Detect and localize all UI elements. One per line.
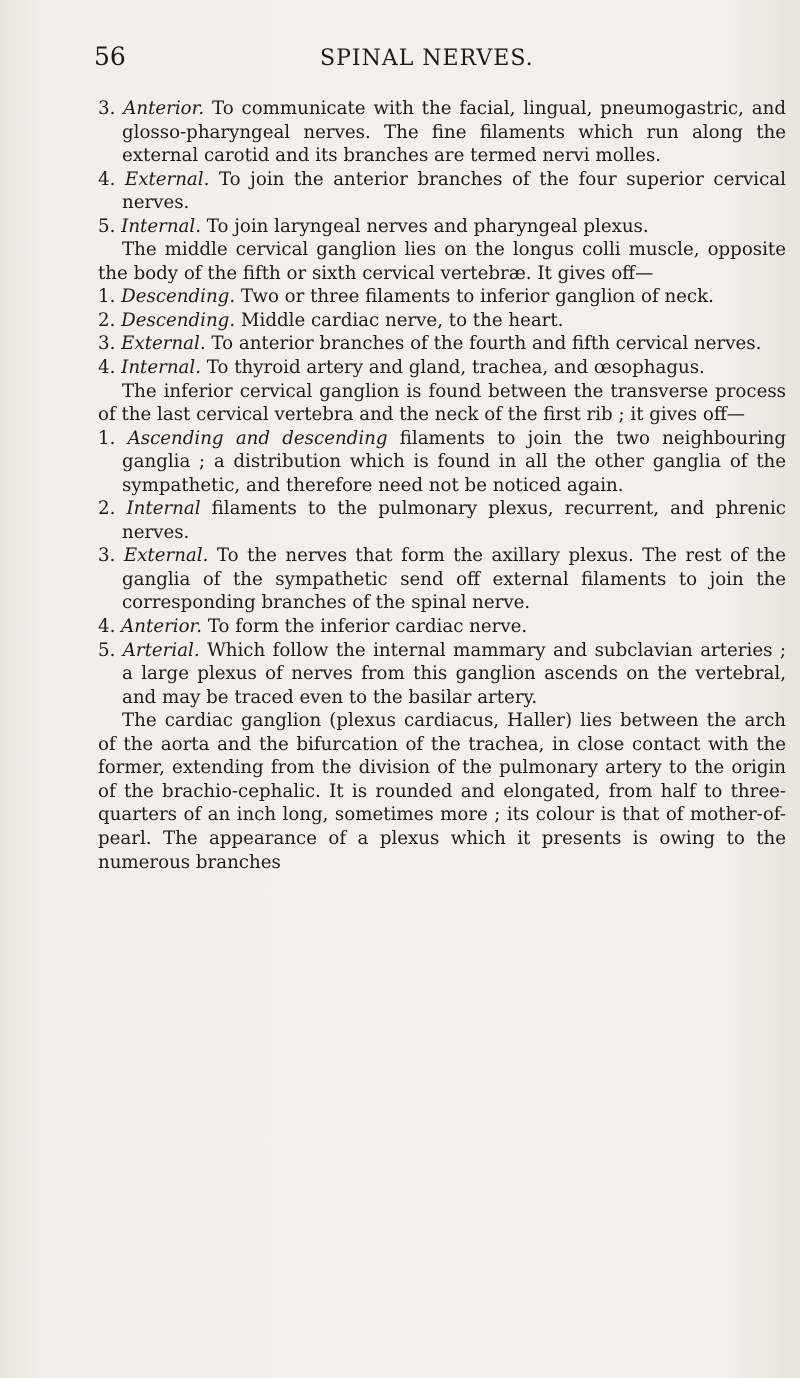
list-item: 5. Arterial. Which follow the internal mammary and subclavian arteries ; a large plexus of nerves from this ganglion ascends on the vertebral, and may be traced even to the basilar artery.: [98, 639, 786, 708]
page-header: [80, 42, 740, 82]
list-item: 1. Descending. Two or three filaments to inferior ganglion of neck.: [98, 286, 714, 308]
list-item: 4. External. To join the anterior branches of the four superior cervical nerves.: [98, 168, 786, 214]
list-item: 3. External. To the nerves that form the axillary plexus. The rest of the ganglia of the sympathetic send off external filaments to join the corresponding branches of the spinal nerve.: [98, 545, 786, 614]
page-body: [98, 97, 786, 874]
list-item: 3. External. To anterior branches of the fourth and fifth cervical nerves.: [98, 333, 762, 355]
list-item: 2. Descending. Middle cardiac nerve, to the heart.: [98, 309, 564, 331]
list-item: 4. Anterior. To form the inferior cardiac nerve.: [98, 616, 528, 638]
list-item: 1. Ascending and descending filaments to join the two neighbouring ganglia ; a distribution which is found in all the other ganglia of the sympathetic, and therefore need not be noticed again.: [98, 427, 786, 496]
list-item: 3. Anterior. To communicate with the facial, lingual, pneumogastric, and glosso-pharyngeal nerves. The fine filaments which run along the external carotid and its branches are termed nervi molles.: [98, 98, 786, 167]
paragraph: The cardiac ganglion (plexus cardiacus, Haller) lies between the arch of the aorta and the bifurcation of the trachea, in close contact with the former, extending from the division of the pulmonary artery to the origin of the brachio-cephalic. It is rounded and elongated, from half to three-quarters of an inch long, sometimes more ; its colour is that of mother-of-pearl. The appearance of a plexus which it presents is owing to the numerous branches: [98, 710, 786, 873]
paragraph: The inferior cervical ganglion is found between the transverse process of the last cervical vertebra and the neck of the first rib ; it gives off—: [98, 380, 786, 426]
list-item: 4. Internal. To thyroid artery and gland, trachea, and œsophagus.: [98, 357, 705, 379]
list-item: 2. Internal filaments to the pulmonary plexus, recurrent, and phrenic nerves.: [98, 498, 786, 543]
running-title: SPINAL NERVES.: [320, 46, 534, 71]
page-number: 56: [94, 42, 126, 71]
paragraph: The middle cervical ganglion lies on the longus colli muscle, opposite the body of the fifth or sixth cervical vertebræ. It gives off—: [98, 239, 786, 284]
list-item: 5. Internal. To join laryngeal nerves and pharyngeal plexus.: [98, 215, 649, 237]
